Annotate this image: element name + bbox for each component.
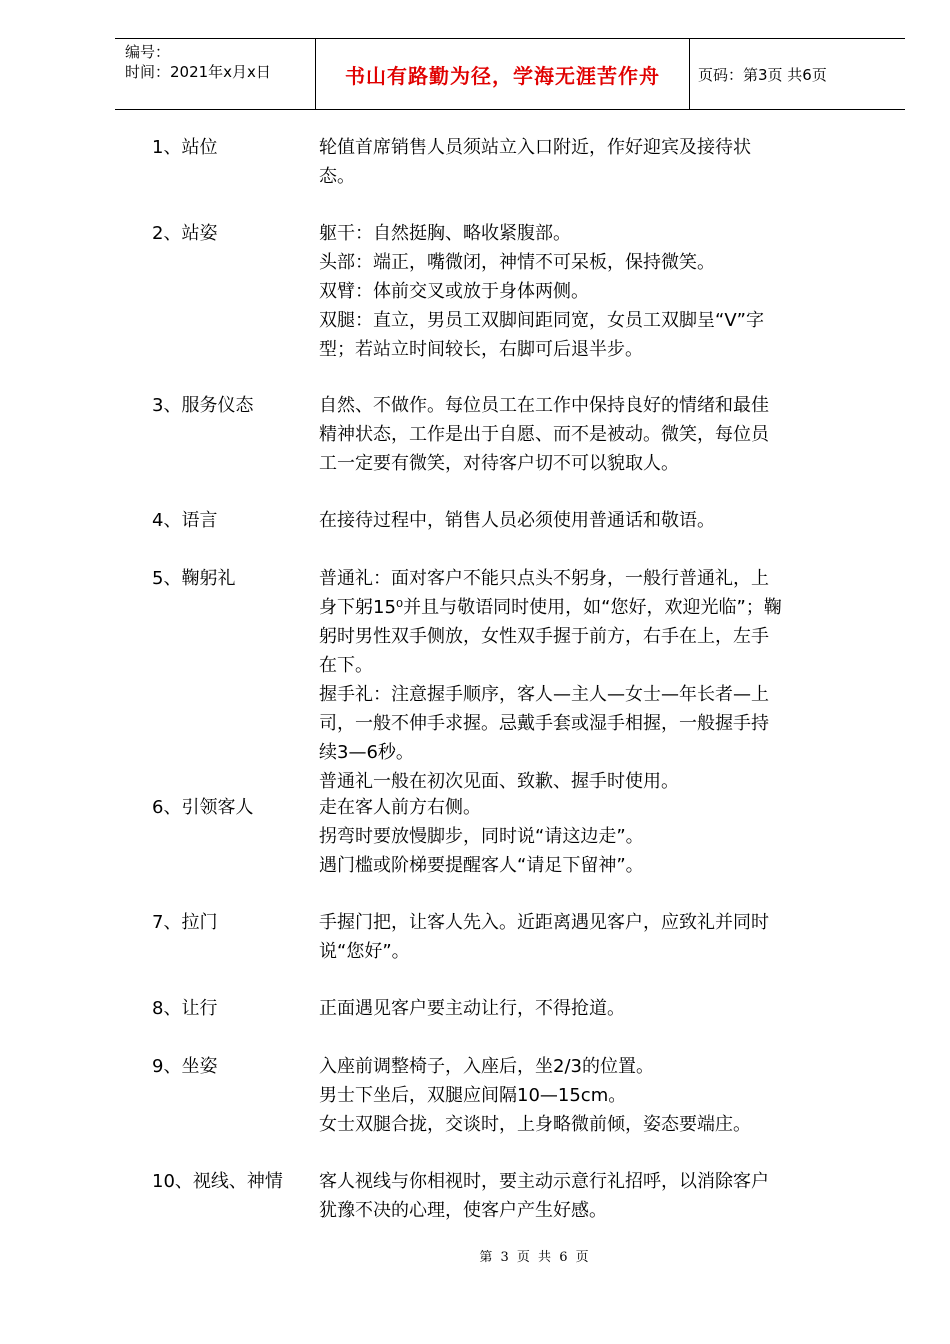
item-text-line: 普通礼一般在初次见面、致歉、握手时使用。 (319, 771, 679, 792)
item-text-line: 双腿：直立，男员工双脚间距同宽，女员工双脚呈“V”字 (319, 310, 764, 331)
item-label: 10、视线、神情 (152, 1171, 283, 1192)
item-text-line: 遇门槛或阶梯要提醒客人“请足下留神”。 (319, 855, 644, 876)
item-text-line: 在接待过程中，销售人员必须使用普通话和敬语。 (319, 510, 715, 531)
item-text-line: 态。 (319, 166, 355, 187)
item-text-line: 犹豫不决的心理，使客户产生好感。 (319, 1200, 607, 1221)
page-footer: 第 3 页 共 6 页 (479, 1250, 591, 1265)
motto-text: 书山有路勤为径，学海无涯苦作舟 (345, 63, 660, 88)
item-body (319, 564, 814, 796)
item-body (319, 1167, 814, 1225)
item-label: 3、服务仪态 (152, 395, 254, 416)
item-label: 9、坐姿 (152, 1056, 218, 1077)
item-label: 4、语言 (152, 510, 218, 531)
item-text-line: 客人视线与你相视时，要主动示意行礼招呼，以消除客户 (319, 1171, 769, 1192)
item-text-line: 身下躬15⁰并且与敬语同时使用，如“您好，欢迎光临”；鞠 (319, 597, 782, 618)
item-text-line: 在下。 (319, 655, 373, 676)
item-text-line: 躯干：自然挺胸、略收紧腹部。 (319, 223, 571, 244)
item-label: 8、让行 (152, 998, 218, 1019)
page-info: 页码：第3页 共6页 (698, 65, 827, 84)
item-label: 7、拉门 (152, 912, 218, 933)
item-body (319, 506, 814, 535)
item-body (319, 391, 814, 478)
header-page-cell (690, 39, 905, 109)
item-text-line: 头部：端正，嘴微闭，神情不可呆板，保持微笑。 (319, 252, 715, 273)
item-text-line: 握手礼：注意握手顺序，客人—主人—女士—年长者—上 (319, 684, 769, 705)
item-body (319, 1052, 814, 1139)
item-text-line: 工一定要有微笑，对待客户切不可以貌取人。 (319, 453, 679, 474)
item-label: 1、站位 (152, 137, 218, 158)
item-text-line: 精神状态，工作是出于自愿、而不是被动。微笑，每位员 (319, 424, 769, 445)
code-label: 编号： (125, 43, 171, 61)
item-text-line: 躬时男性双手侧放，女性双手握于前方，右手在上，左手 (319, 626, 769, 647)
item-text-line: 司，一般不伸手求握。忌戴手套或湿手相握，一般握手持 (319, 713, 769, 734)
header-meta (115, 39, 315, 109)
item-body (319, 793, 814, 880)
header-motto-cell (315, 39, 690, 109)
item-text-line: 普通礼：面对客户不能只点头不躬身，一般行普通礼，上 (319, 568, 769, 589)
item-text-line: 入座前调整椅子，入座后，坐2/3的位置。 (319, 1056, 654, 1077)
item-label: 5、鞠躬礼 (152, 568, 236, 589)
item-text-line: 轮值首席销售人员须站立入口附近，作好迎宾及接待状 (319, 137, 751, 158)
item-body (319, 994, 814, 1023)
date-line: 时间：2021年x月x日 (125, 63, 271, 81)
item-label: 6、引领客人 (152, 797, 254, 818)
item-body (319, 908, 814, 966)
item-label: 2、站姿 (152, 223, 218, 244)
page-header (115, 38, 905, 110)
item-body (319, 133, 814, 191)
item-text-line: 手握门把，让客人先入。近距离遇见客户，应致礼并同时 (319, 912, 769, 933)
item-text-line: 续3—6秒。 (319, 742, 414, 763)
item-text-line: 说“您好”。 (319, 941, 410, 962)
item-text-line: 走在客人前方右侧。 (319, 797, 481, 818)
item-text-line: 自然、不做作。每位员工在工作中保持良好的情绪和最佳 (319, 395, 769, 416)
item-text-line: 型；若站立时间较长，右脚可后退半步。 (319, 339, 643, 360)
item-text-line: 正面遇见客户要主动让行，不得抢道。 (319, 998, 625, 1019)
item-text-line: 男士下坐后，双腿应间隔10—15cm。 (319, 1085, 627, 1106)
item-text-line: 拐弯时要放慢脚步，同时说“请这边走”。 (319, 826, 644, 847)
item-text-line: 女士双腿合拢，交谈时，上身略微前倾，姿态要端庄。 (319, 1114, 751, 1135)
item-body (319, 219, 814, 364)
item-text-line: 双臂：体前交叉或放于身体两侧。 (319, 281, 589, 302)
